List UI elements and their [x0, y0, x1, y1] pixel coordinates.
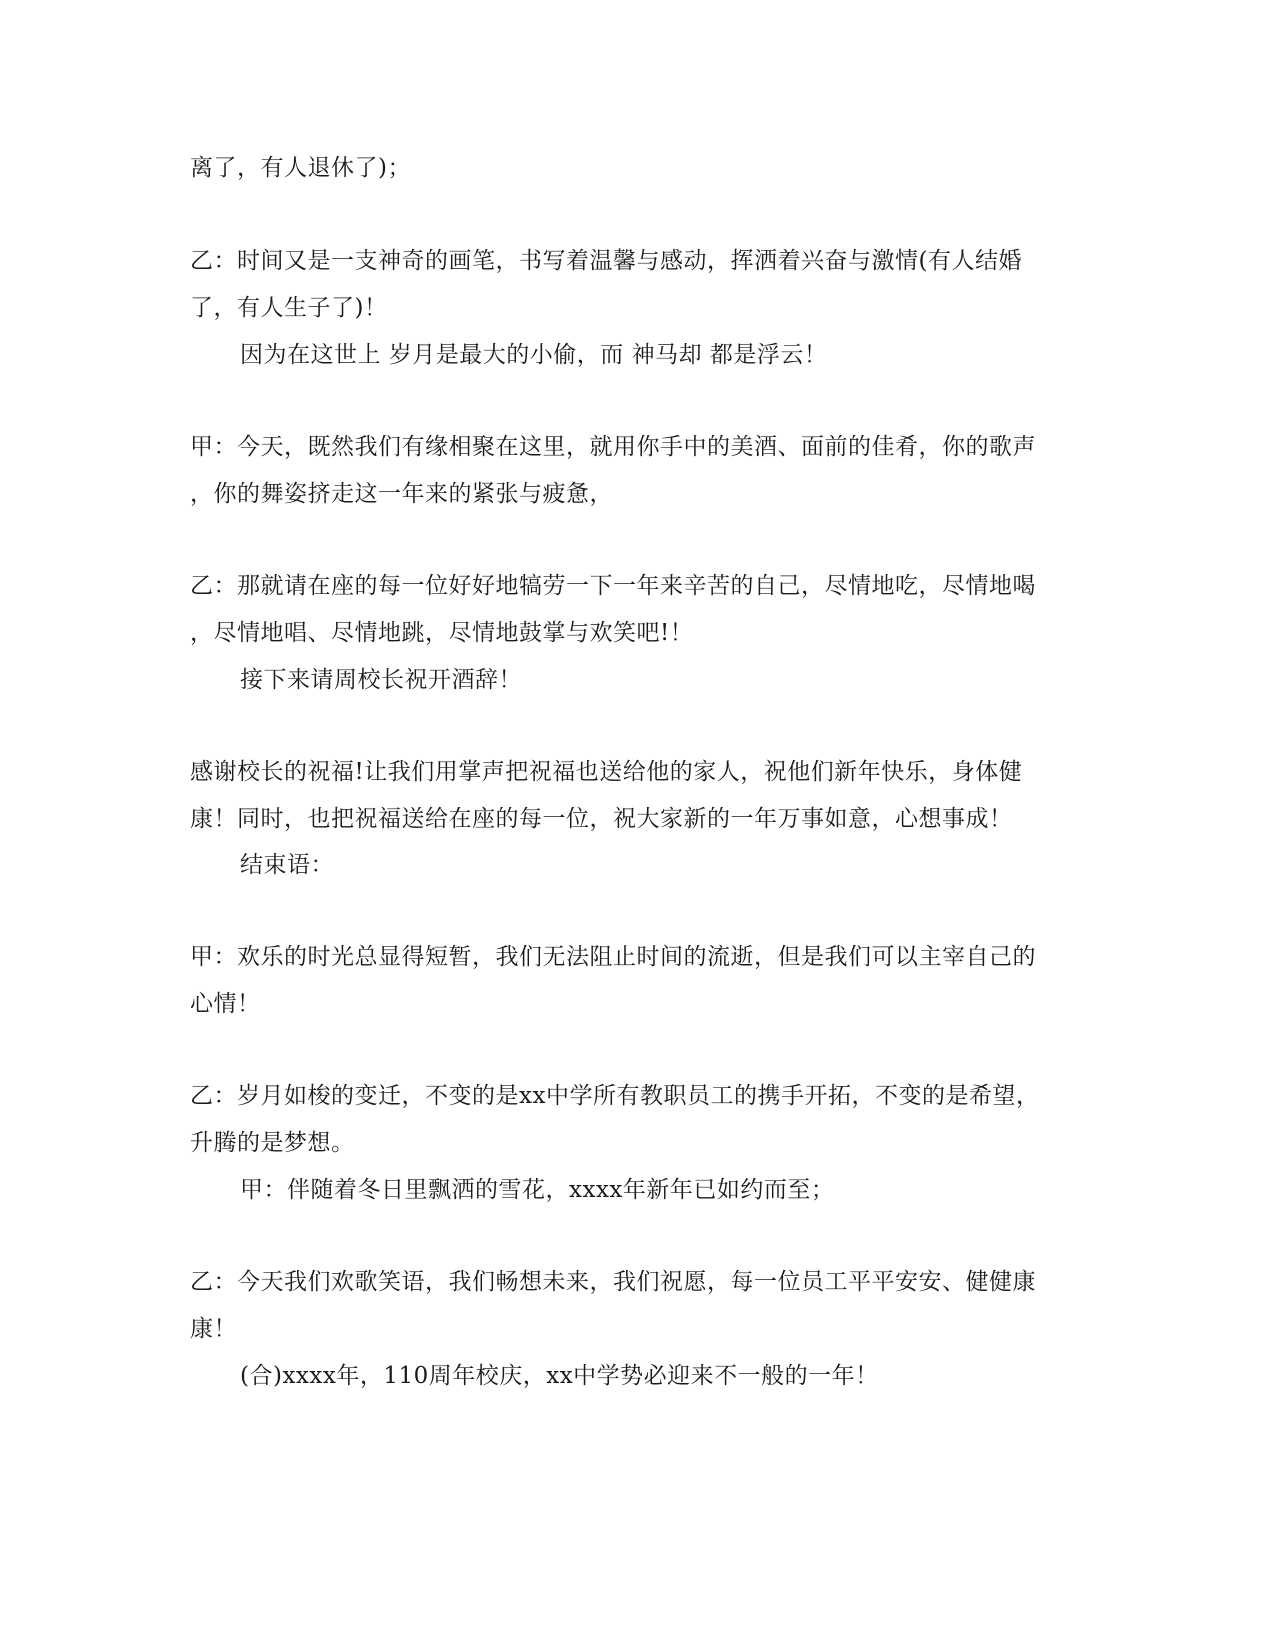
text-line-8: ，尽情地唱、尽情地跳，尽情地鼓掌与欢笑吧!！: [190, 620, 694, 646]
text-line-19: 康！: [190, 1316, 237, 1342]
text-line-10: 感谢校长的祝福!让我们用掌声把祝福也送给他的家人，祝他们新年快乐，身体健: [190, 759, 1023, 785]
text-line-17: 甲：伴随着冬日里飘洒的雪花，xxxx年新年已如约而至；: [240, 1177, 835, 1203]
text-line-4: 因为在这世上 岁月是最大的小偷，而 神马却 都是浮云！: [240, 342, 828, 368]
text-line-20: (合)xxxx年，110周年校庆，xx中学势必迎来不一般的一年！: [240, 1363, 879, 1389]
text-line-16: 升腾的是梦想。: [190, 1130, 355, 1156]
text-line-13: 甲：欢乐的时光总显得短暂，我们无法阻止时间的流逝，但是我们可以主宰自己的: [190, 944, 1036, 970]
text-line-3: 了，有人生子了)！: [190, 295, 388, 321]
text-line-5: 甲：今天，既然我们有缘相聚在这里，就用你手中的美酒、面前的佳肴，你的歌声: [190, 434, 1036, 460]
text-line-11: 康！同时，也把祝福送给在座的每一位，祝大家新的一年万事如意，心想事成！: [190, 806, 1013, 832]
text-line-9: 接下来请周校长祝开酒辞！: [240, 667, 522, 693]
text-line-18: 乙：今天我们欢歌笑语，我们畅想未来，我们祝愿，每一位员工平平安安、健健康: [190, 1269, 1036, 1295]
text-line-12: 结束语：: [240, 852, 334, 878]
text-line-14: 心情！: [190, 991, 261, 1017]
text-line-7: 乙：那就请在座的每一位好好地犒劳一下一年来辛苦的自己，尽情地吃，尽情地喝: [190, 573, 1036, 599]
text-line-2: 乙：时间又是一支神奇的画笔，书写着温馨与感动，挥洒着兴奋与激情(有人结婚: [190, 248, 1022, 274]
text-line-6: ，你的舞姿挤走这一年来的紧张与疲惫，: [190, 481, 613, 507]
text-line-1: 离了，有人退休了)；: [190, 155, 411, 181]
text-line-15: 乙：岁月如梭的变迁，不变的是xx中学所有教职员工的携手开拓，不变的是希望，: [190, 1083, 1040, 1109]
